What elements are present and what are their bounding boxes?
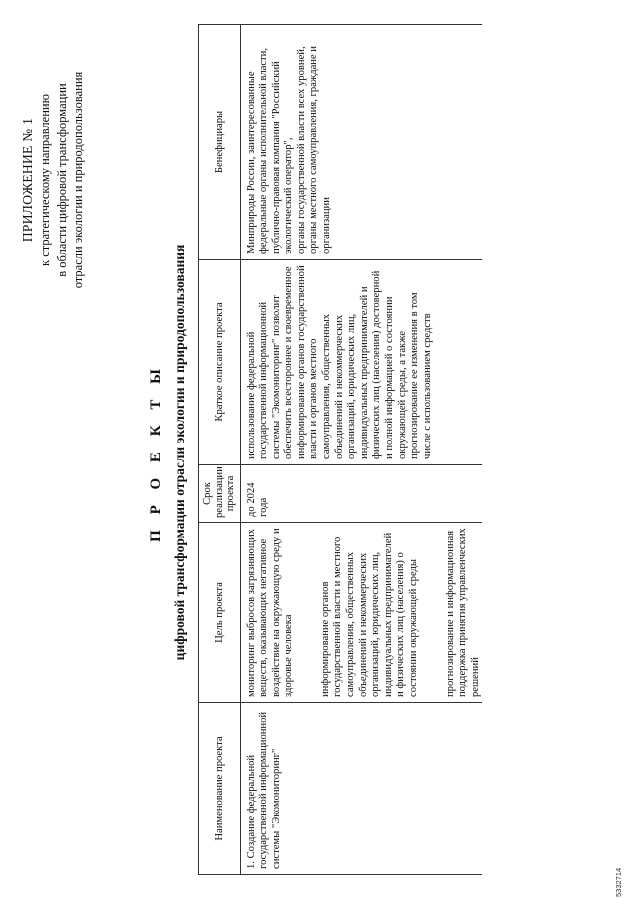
table-row <box>240 25 482 875</box>
document-serial-number: 5332714 <box>614 867 623 897</box>
goal-text: мониторинг выбросов загрязняющих веществ, оказывающих негативное воздействие на окружающую среду и здоровье человека <box>245 528 295 697</box>
term-text: до 2024 года <box>245 482 270 517</box>
cell-project-name <box>240 703 482 875</box>
appendix-block <box>20 15 87 345</box>
cell-project-description <box>240 260 482 465</box>
header-project-name: Наименование проекта <box>199 703 241 875</box>
appendix-line: к стратегическому направлению <box>37 94 52 266</box>
beneficiaries-text: Минприроды России, заинтересованные федеральные органы исполнительной власти, публично-правовая компания "Российский экологический оператор", <box>245 48 295 254</box>
goal-text: прогнозирование и информационная поддержка принятия управленческих решений <box>444 528 481 697</box>
cell-beneficiaries <box>240 25 482 260</box>
document-title: П Р О Е К Т Ы <box>148 363 164 542</box>
description-text: использование федеральной государственной информационной системы "Экомониторинг" позволит обеспечить всестороннее и своевременное информирование органов государственной власти и органов местного самоуправления, общественных объединений и некоммерческих организаций, юридических лиц, индивидуальных предпринимателей и физических лиц (населения) достоверной и полной информацией о состоянии окружающей среды, а также прогнозирование ее изменения в том числе с использованием средств <box>245 265 433 459</box>
header-project-description: Краткое описание проекта <box>199 260 241 465</box>
appendix-line: в области цифровой трансформации <box>54 83 69 277</box>
document-subtitle: цифровой трансформации отрасли экологии и природопользования <box>172 244 187 661</box>
goal-text: информирование органов государственной власти и местного самоуправления, общественных объединений и некоммерческих организаций, юридических лиц, индивидуальных предпринимателей и физических лиц (населения) о состоянии окружающей среды <box>319 532 420 697</box>
cell-project-goal <box>240 523 482 703</box>
beneficiaries-text: органы государственной власти всех уровней, органы местного самоуправления, граждане и организации <box>295 46 333 254</box>
table-header-row <box>199 25 241 875</box>
cell-project-term <box>240 465 482 523</box>
header-beneficiaries: Бенефициары <box>199 25 241 260</box>
appendix-line: отрасли экологии и природопользования <box>71 71 86 289</box>
header-project-goal: Цель проекта <box>199 523 241 703</box>
project-name-text: 1. Создание федеральной государственной информационной системы "Экомониторинг" <box>245 711 282 869</box>
header-project-term: Срок реализации проекта <box>199 465 241 523</box>
projects-table <box>198 24 482 875</box>
appendix-heading: ПРИЛОЖЕНИЕ № 1 <box>20 117 35 243</box>
